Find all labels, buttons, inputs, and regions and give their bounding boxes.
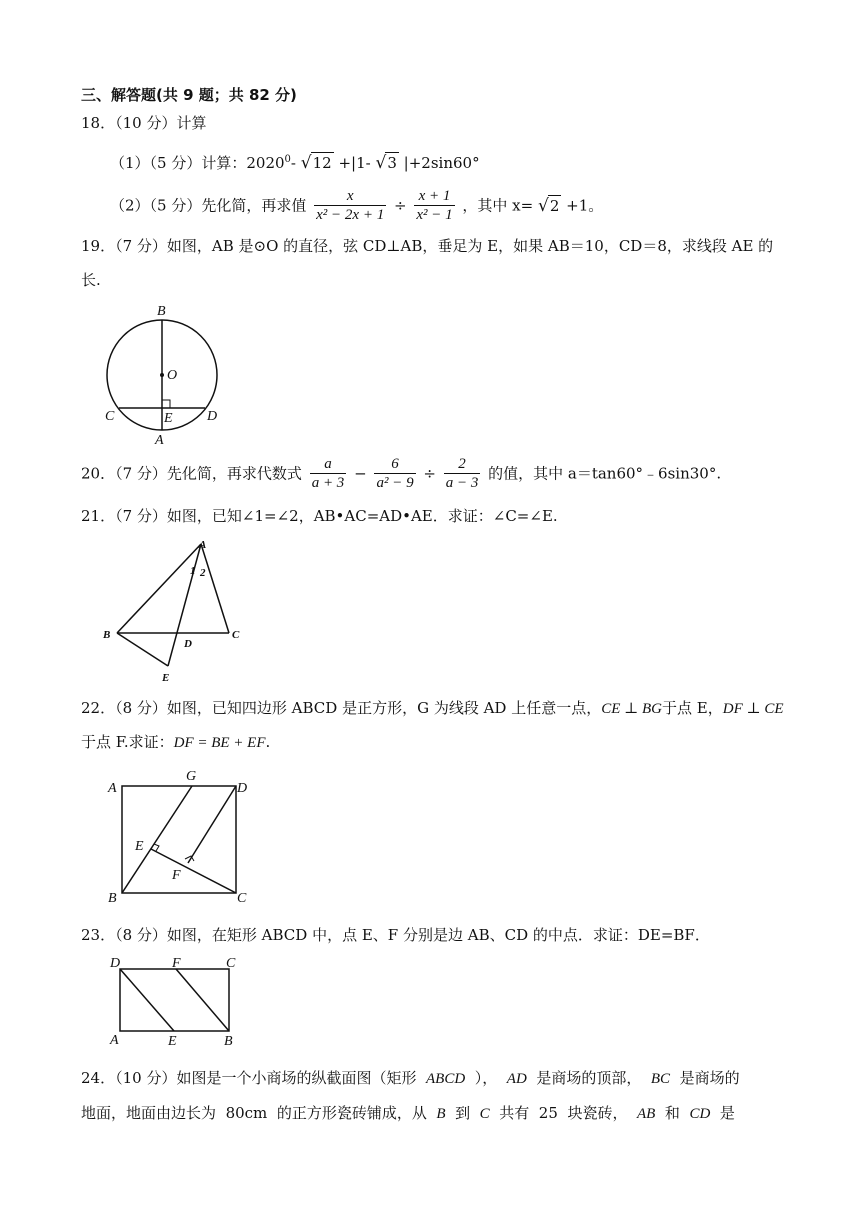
label-b: B bbox=[157, 304, 166, 319]
q24-l1-a: 24．（10 分）如图是一个小商场的纵截面图（矩形 bbox=[81, 1069, 417, 1087]
q18-divide: ÷ bbox=[393, 196, 407, 215]
segment-df bbox=[188, 786, 236, 863]
q22-l2-a: 于点 F.求证： bbox=[81, 733, 174, 751]
q24-l1-d: 是商场的 bbox=[679, 1069, 740, 1087]
q20-fraction-2 bbox=[374, 455, 415, 492]
q18-f1-numerator: x bbox=[314, 187, 386, 206]
q19-circle-figure bbox=[95, 300, 245, 450]
label-b: B bbox=[108, 891, 117, 906]
segment-fb bbox=[176, 969, 229, 1031]
q24-l2-g: 是 bbox=[719, 1104, 735, 1122]
q18-f2-numerator: x + 1 bbox=[414, 187, 454, 206]
q21-line: 21．（7 分）如图，已知∠1=∠2，AB•AC=AD•AE．求证：∠C=∠E. bbox=[81, 507, 558, 525]
q18-f1-denominator: x² − 2x + 1 bbox=[316, 207, 385, 223]
q24-math-b: B bbox=[436, 1106, 446, 1122]
q20-divide: ÷ bbox=[423, 464, 436, 483]
label-e: E bbox=[135, 839, 144, 854]
q22-square-figure bbox=[100, 764, 260, 910]
sqrt-sign: √ bbox=[300, 153, 312, 173]
label-c: C bbox=[232, 629, 240, 641]
q18-fraction-1 bbox=[314, 187, 386, 224]
section-title: 三、解答题(共 9 题；共 82 分) bbox=[81, 86, 297, 104]
q22-line1 bbox=[81, 698, 784, 719]
q24-math-bc: BC bbox=[650, 1071, 671, 1087]
q20-suffix: 的值，其中 a＝tan60°﹣6sin30°. bbox=[488, 464, 722, 483]
q20-fraction-3 bbox=[444, 455, 481, 492]
q18-part1 bbox=[110, 150, 480, 173]
q24-l2-d: 共有 bbox=[499, 1104, 530, 1122]
q19-line2: 长. bbox=[81, 271, 101, 289]
label-b: B bbox=[103, 629, 111, 641]
q24-l2-a: 地面，地面由边长为 bbox=[81, 1104, 217, 1122]
q22-l2-math: DF = BE + EF bbox=[173, 735, 266, 751]
q22-line2 bbox=[81, 732, 270, 753]
center-point bbox=[160, 373, 164, 377]
q18-p1-prefix: （1）（5 分）计算：2020 bbox=[110, 154, 285, 172]
q20-f2-numerator: 6 bbox=[374, 455, 415, 474]
sqrt-sign: √ bbox=[537, 196, 549, 216]
q24-l2-b: 的正方形瓷砖铺成，从 bbox=[276, 1104, 427, 1122]
label-b: B bbox=[224, 1034, 233, 1049]
q22-l1-a: 22．（8 分）如图，已知四边形 ABCD 是正方形，G 为线段 AD 上任意一点， bbox=[81, 699, 602, 717]
q20-fraction-1 bbox=[310, 455, 347, 492]
label-d: D bbox=[207, 409, 218, 424]
q24-l2-80cm: 80cm bbox=[225, 1104, 268, 1122]
q24-l1-b: ）， bbox=[474, 1069, 498, 1087]
q18-part2 bbox=[110, 187, 603, 224]
q18-f2-denominator: x² − 1 bbox=[416, 207, 453, 223]
label-e: E bbox=[168, 1034, 177, 1049]
q18-p2-prefix: （2）（5 分）先化简，再求值 bbox=[110, 196, 307, 215]
segment-ce bbox=[151, 849, 236, 893]
label-angle-1: 1 bbox=[190, 565, 196, 577]
q18-heading: 18．（10 分）计算 bbox=[81, 114, 207, 132]
q22-l2-end: . bbox=[265, 733, 271, 751]
q24-math-ad: AD bbox=[506, 1071, 527, 1087]
q24-math-abcd: ABCD bbox=[426, 1071, 466, 1087]
q18-p2-mid: ，其中 x= bbox=[462, 196, 534, 215]
label-o: O bbox=[167, 368, 178, 383]
q24-math-cd: CD bbox=[689, 1106, 711, 1122]
label-e: E bbox=[164, 411, 173, 426]
q24-line2 bbox=[81, 1103, 735, 1124]
rectangle-abcd bbox=[120, 969, 229, 1031]
q24-line1 bbox=[81, 1068, 740, 1089]
label-c: C bbox=[105, 409, 115, 424]
sqrt-sign: √ bbox=[375, 153, 387, 173]
q24-l2-e: 块瓷砖， bbox=[567, 1104, 628, 1122]
q18-p1-exponent: 0 bbox=[284, 154, 291, 165]
segment-de bbox=[120, 969, 174, 1031]
q18-p1-b: +|1- bbox=[338, 154, 371, 172]
q20-f3-denominator: a − 3 bbox=[445, 475, 479, 491]
q20-minus: − bbox=[354, 464, 367, 483]
label-c: C bbox=[237, 891, 247, 906]
label-f: F bbox=[172, 868, 181, 883]
q22-l1-b: 于点 E， bbox=[662, 699, 723, 717]
q22-l1-math1: CE ⊥ BG bbox=[601, 701, 663, 717]
q18-p1-radicand-2: 3 bbox=[387, 154, 397, 172]
label-a: A bbox=[199, 539, 207, 551]
label-e: E bbox=[162, 672, 170, 684]
label-angle-2: 2 bbox=[200, 567, 206, 579]
q20-f2-denominator: a² − 9 bbox=[376, 475, 414, 491]
q20-prefix: 20．（7 分）先化简，再求代数式 bbox=[81, 464, 302, 483]
q18-p1-c: |+2sin60° bbox=[403, 154, 480, 172]
q21-triangle-figure bbox=[98, 536, 248, 684]
q24-math-c: C bbox=[479, 1106, 490, 1122]
q23-rectangle-figure bbox=[100, 953, 250, 1051]
segment-ac bbox=[201, 544, 229, 633]
q20-line bbox=[81, 455, 721, 492]
label-c: C bbox=[226, 956, 236, 971]
q22-l1-math2: DF ⊥ CE bbox=[722, 701, 784, 717]
q20-f1-numerator: a bbox=[310, 455, 347, 474]
segment-bg bbox=[122, 786, 192, 893]
q23-line: 23．（8 分）如图，在矩形 ABCD 中，点 E、F 分别是边 AB、CD 的中点．求证：DE=BF． bbox=[81, 926, 710, 944]
segment-be bbox=[117, 633, 168, 666]
label-a: A bbox=[155, 433, 164, 448]
label-f: F bbox=[172, 956, 181, 971]
label-d: D bbox=[184, 638, 192, 650]
q24-l2-f: 和 bbox=[664, 1104, 680, 1122]
q24-l1-c: 是商场的顶部， bbox=[536, 1069, 642, 1087]
q20-f1-denominator: a + 3 bbox=[311, 475, 345, 491]
right-angle-mark bbox=[162, 400, 170, 408]
q24-l2-25: 25 bbox=[538, 1104, 558, 1122]
q18-p2-radicand: 2 bbox=[549, 197, 560, 215]
q18-fraction-2 bbox=[414, 187, 454, 224]
q24-l2-c: 到 bbox=[455, 1104, 471, 1122]
label-d: D bbox=[237, 781, 248, 796]
label-a: A bbox=[108, 781, 117, 796]
q20-f3-numerator: 2 bbox=[444, 455, 481, 474]
q19-line1: 19．（7 分）如图，AB 是⊙O 的直径，弦 CD⊥AB，垂足为 E，如果 AB＝10，CD＝8，求线段 AE 的 bbox=[81, 237, 774, 255]
q18-p2-end: +1。 bbox=[566, 196, 604, 215]
label-g: G bbox=[186, 769, 197, 784]
q18-p1-a: - bbox=[290, 154, 296, 172]
q24-math-ab: AB bbox=[637, 1106, 656, 1122]
right-angle-mark-e bbox=[154, 844, 159, 851]
label-d: D bbox=[110, 956, 121, 971]
label-a: A bbox=[110, 1033, 119, 1048]
q18-p1-radicand-1: 12 bbox=[312, 154, 332, 172]
